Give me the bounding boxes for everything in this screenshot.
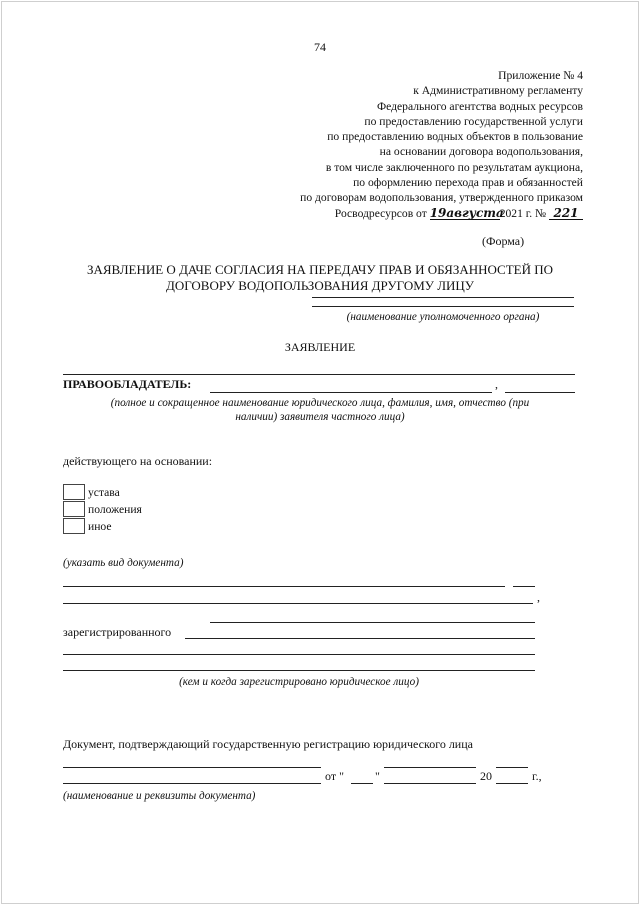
- registration-doc-field[interactable]: [63, 783, 321, 784]
- registered-field-top[interactable]: [210, 622, 535, 623]
- handwritten-date: 19августа: [429, 205, 504, 220]
- doc-type-field[interactable]: [63, 603, 505, 604]
- order-year: 2021 г. №: [499, 206, 547, 220]
- header-order-line: [300, 206, 583, 221]
- doc-type-field-short[interactable]: [513, 586, 535, 587]
- registration-from: от ": [325, 769, 344, 783]
- rights-holder-caption-line-2: наличии) заявителя частного лица): [235, 411, 405, 423]
- registered-field[interactable]: [63, 670, 535, 671]
- handwritten-number: 221: [549, 207, 583, 220]
- header-line: Федерального агентства водных ресурсов: [376, 99, 583, 113]
- rights-holder-top-line[interactable]: [63, 374, 575, 375]
- registered-field[interactable]: [63, 654, 535, 655]
- doc-type-field-short[interactable]: [505, 603, 533, 604]
- doc-type-comma: ,: [537, 590, 540, 604]
- rights-holder-caption: [60, 396, 580, 424]
- authority-caption: (наименование уполномоченного органа): [346, 311, 540, 323]
- rights-holder-field[interactable]: [210, 392, 492, 393]
- registration-doc-field-top[interactable]: [63, 767, 321, 768]
- rights-holder-comma: ,: [495, 377, 498, 391]
- header-line: к Административному регламенту: [413, 84, 583, 98]
- registration-month-field-top[interactable]: [384, 767, 476, 768]
- acting-basis-label: действующего на основании:: [63, 454, 213, 468]
- rights-holder-label: ПРАВООБЛАДАТЕЛЬ:: [63, 377, 192, 391]
- registration-year-prefix: 20: [480, 769, 492, 783]
- checkbox-other-label: иное: [88, 520, 112, 533]
- form-label: (Форма): [482, 234, 525, 248]
- checkbox-charter[interactable]: [63, 484, 85, 500]
- authority-field-line[interactable]: [312, 297, 574, 298]
- header-line: по договорам водопользования, утвержденного приказом: [300, 191, 583, 205]
- registration-year-suffix: г.,: [532, 769, 542, 783]
- header-line: по оформлению перехода прав и обязанностей: [353, 176, 583, 190]
- registration-day-field[interactable]: [351, 783, 373, 784]
- checkbox-other[interactable]: [63, 518, 85, 534]
- title-line-2: ДОГОВОРУ ВОДОПОЛЬЗОВАНИЯ ДРУГОМУ ЛИЦУ: [165, 278, 475, 293]
- order-prefix: Росводресурсов от: [334, 206, 427, 220]
- form-title: [60, 262, 580, 294]
- registration-doc-label: Документ, подтверждающий государственную регистрацию юридического лица: [63, 737, 473, 751]
- registration-quote-close: ": [375, 769, 380, 783]
- rights-holder-caption-line-1: (полное и сокращенное наименование юридического лица, фамилия, имя, отчество (при: [110, 397, 530, 409]
- header-line: в том числе заключенного по результатам аукциона,: [325, 160, 583, 174]
- checkbox-regulation-label: положения: [88, 503, 142, 516]
- doc-type-field[interactable]: [63, 586, 505, 587]
- registered-caption: (кем и когда зарегистрировано юридическое лицо): [179, 676, 419, 688]
- registration-doc-caption: (наименование и реквизиты документа): [63, 790, 256, 802]
- header-line: по предоставлению государственной услуги: [364, 114, 583, 128]
- header-line: на основании договора водопользования,: [379, 145, 583, 159]
- registration-year-field[interactable]: [496, 783, 528, 784]
- title-line-1: ЗАЯВЛЕНИЕ О ДАЧЕ СОГЛАСИЯ НА ПЕРЕДАЧУ ПРАВ И ОБЯЗАННОСТЕЙ ПО: [86, 262, 554, 277]
- registration-year-field-top[interactable]: [496, 767, 528, 768]
- rights-holder-field-short[interactable]: [505, 392, 575, 393]
- header-line: Приложение № 4: [498, 69, 583, 82]
- page-number: 74: [314, 40, 326, 54]
- registered-label: зарегистрированного: [63, 625, 172, 639]
- header-line: по предоставлению водных объектов в пользование: [327, 130, 583, 144]
- section-title: ЗАЯВЛЕНИЕ: [284, 340, 356, 354]
- appendix-header: [300, 68, 583, 221]
- doc-type-caption: (указать вид документа): [63, 557, 184, 569]
- authority-field-line[interactable]: [312, 306, 574, 307]
- registered-field[interactable]: [185, 638, 535, 639]
- registration-month-field[interactable]: [384, 783, 476, 784]
- checkbox-charter-label: устава: [88, 486, 120, 499]
- checkbox-regulation[interactable]: [63, 501, 85, 517]
